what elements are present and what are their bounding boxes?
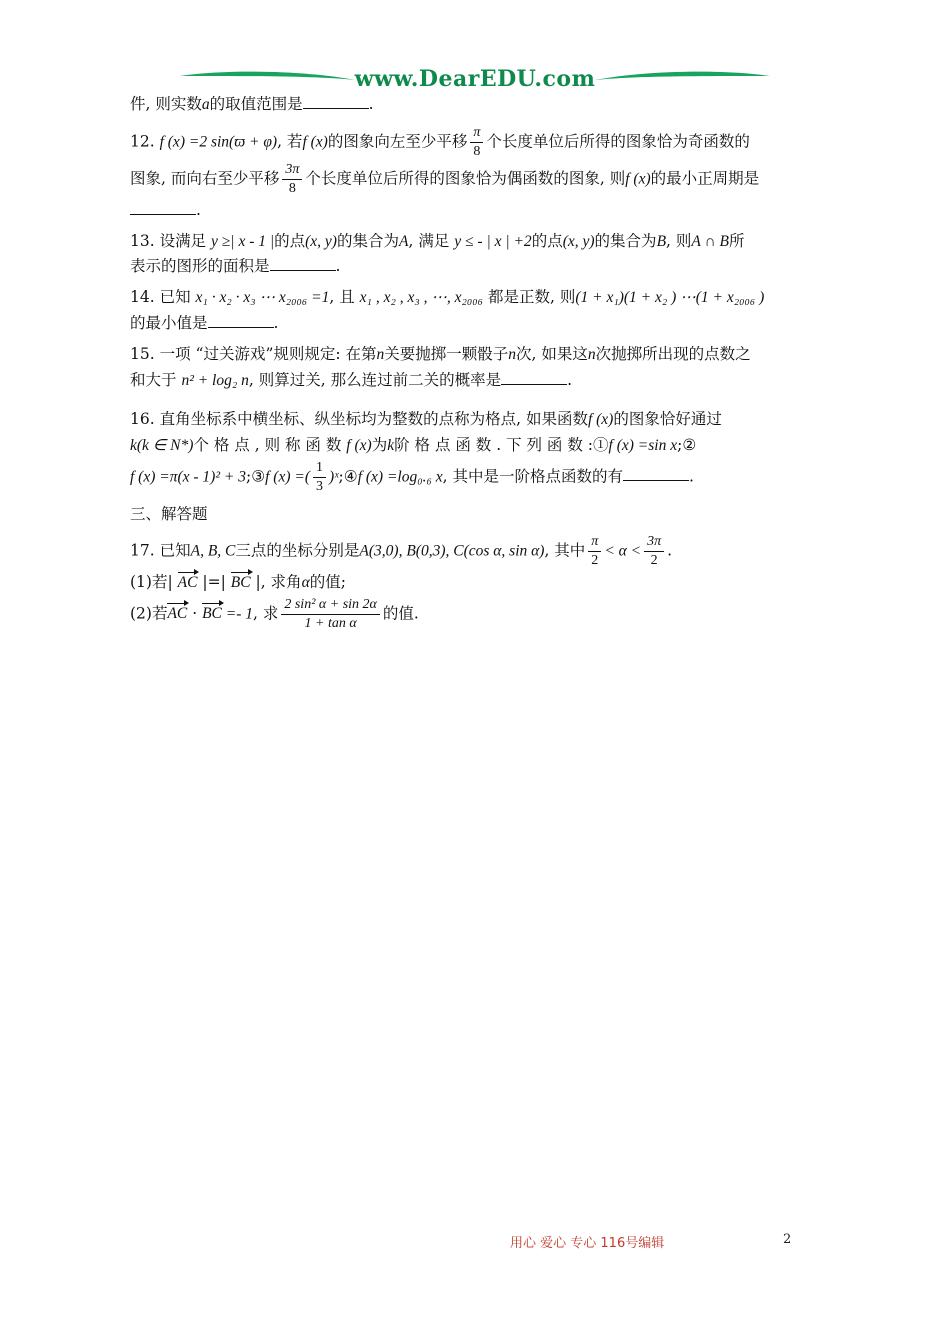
section-heading: 三、解答题 [130, 504, 208, 523]
fraction: $\frac{\pi}{8}$ [470, 124, 483, 161]
fraction: $\frac{\pi}{2}$ [588, 533, 601, 570]
question-12: 12. f (x) =2 sin(ϖ + φ), 若f (x)的图象向左至少平移 $\frac{\pi}{8}$ 个长度单位后所得的图象恰为奇函数的 图象, 而向右至少平移 $\frac{3\pi}{8}$ 个长度单位后所得的图象恰为偶函数的图象, 则f (x)的最小正周期是 . [130, 124, 760, 219]
question-14: 14. 已知 x₁ · x₂ · x₃ ⋯ x₂₀₀₆ =1, 且 x₁ , x₂ , x₃ , ⋯, x₂₀₀₆ 都是正数, 则(1 + x₁)(1 + x₂ ) ⋯(1 + x₂₀₀₆ ) 的最小值是 . [130, 288, 765, 332]
answer-blank [623, 468, 689, 481]
fraction: $\frac{3\pi}{8}$ [282, 161, 302, 198]
question-13: 13. 设满足 y ≥| x - 1 |的点(x, y)的集合为A, 满足 y ≤ - | x | +2的点(x, y)的集合为B, 则A ∩ B所 表示的图形的面积是 . [130, 231, 745, 276]
page-number: 2 [783, 1232, 792, 1247]
answer-blank [270, 258, 336, 271]
question-15: 15. 一项 “过关游戏”规则规定: 在第n关要抛掷一颗骰子n次, 如果这n次抛掷所出现的点数之 和大于 n² + log₂ n, 则算过关, 那么连过前二关的概率是 . [130, 344, 751, 389]
footer-text: 用心 爱心 专心 116号编辑 [510, 1236, 665, 1251]
fraction: $\frac{3\pi}{2}$ [644, 533, 664, 570]
fraction: $\frac{\text{2 sin² α + sin 2α}}{\text{1 + tan α}}$ [281, 596, 380, 633]
site-brand[interactable]: www.DearEDU.com [354, 66, 596, 92]
answer-blank [501, 372, 567, 385]
question-17: 17. 已知A, B, C三点的坐标分别是A(3,0), B(0,3), C(cos α, sin α), 其中 $\frac{\pi}{2}$ < α < $\frac{3\pi}{2}$ . (1)若| AC |=| BC |, 求角α的值; (2)若AC · BC =- 1, 求 $\frac{\text{2 sin² α + sin 2α}}{\text{1 + tan α}}$ 的值. [130, 533, 673, 631]
question-16: 16. 直角坐标系中横坐标、纵坐标均为整数的点称为格点, 如果函数f (x)的图象恰好通过 k(k ∈ N*)个 格 点 , 则 称 函 数 f (x)为k阶 格 点 函 数 . 下 列 函 数 :①f (x) =sin x;② f (x) =π(x - 1)² + 3;③f (x) =( $\frac{1}{3}$ )ˣ;④f (x) =log₀.₆ x, 其中是一阶格点函数的有 . [130, 410, 722, 494]
fraction: $\frac{1}{3}$ [313, 459, 326, 496]
answer-blank [303, 96, 369, 109]
q11-tail: 件, 则实数a的取值范围是 . [130, 95, 374, 113]
answer-blank [130, 202, 196, 215]
answer-blank [208, 315, 274, 328]
document-body [130, 92, 820, 633]
